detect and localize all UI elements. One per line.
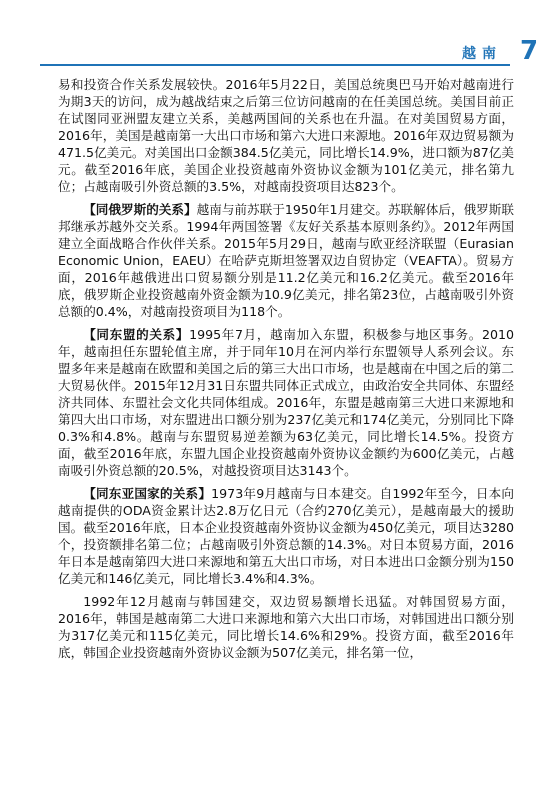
paragraph-text: 易和投资合作关系发展较快。2016年5月22日，美国总统奥巴马开始对越南进行为期3天的访问，成为越战结束之后第三位访问越南的在任美国总统。美国目前正在试图同亚洲盟友建立关系，美越两国间的关系也在升温。在对美国贸易方面，2016年，美国是越南第一大出口市场和第六大进口来源地。2016年双边贸易额为471.5亿美元。对美国出口金额384.5亿美元，同比增长14.9%，进口额为87亿美元。截至2016年底，美国企业投资越南外资协议金额为101亿美元，排名第九位；占越南吸引外资总额的3.5%，对越南投资项目达823个。 [58,77,514,194]
paragraph-korea-relations [58,593,514,661]
header-rule [40,64,510,66]
paragraph-text: 1995年7月，越南加入东盟，积极参与地区事务。2010年，越南担任东盟轮值主席，并于同年10月在河内举行东盟领导人系列会议。东盟多年来是越南在欧盟和美国之后的第三大出口市场，也是越南在中国之后的第二大贸易伙伴。2015年12月31日东盟共同体正式成立，由政治安全共同体、东盟经济共同体、东盟社会文化共同体组成。2016年，东盟是越南第三大进口来源地和第四大出口市场，对东盟进出口额分别为237亿美元和174亿美元，分别同比下降0.3%和4.8%。越南与东盟贸易逆差额为63亿美元，同比增长14.5%。投资方面，截至2016年底，东盟九国企业投资越南外资协议金额约为600亿美元，占越南吸引外资总额的20.5%，对越投资项目达3143个。 [58,327,514,478]
page-header [0,0,559,70]
paragraph-asean-relations [58,326,514,479]
paragraph-text: 1992年12月越南与韩国建交，双边贸易额增长迅猛。对韩国贸易方面，2016年，韩国是越南第二大进口来源地和第六大出口市场，对韩国进出口额分别为317亿美元和115亿美元，同比增长14.6%和29%。投资方面，截至2016年底，韩国企业投资越南外资协议金额为507亿美元，排名第一位， [58,594,514,660]
page-number: 7 [519,36,539,66]
paragraph-russia-relations [58,201,514,320]
paragraph-text: 1973年9月越南与日本建交。自1992年至今，日本向越南提供的ODA资金累计达2.8万亿日元（合约270亿美元），是越南最大的援助国。截至2016年底，日本企业投资越南外资协议金额为450亿美元，项目达3280个，投资额排名第二位；占越南吸引外资总额的14.3%。对日本贸易方面，2016年日本是越南第四大进口来源地和第五大出口市场，对日本进出口金额分别为150亿美元和146亿美元，同比增长3.4%和4.3%。 [58,486,514,586]
paragraph-text: 越南与前苏联于1950年1月建交。苏联解体后，俄罗斯联邦继承苏越外交关系。1994年两国签署《友好关系基本原则条约》。2012年两国建立全面战略合作伙伴关系。2015年5月29日，越南与欧亚经济联盟（Eurasian Economic Union，EAEU）在哈萨克斯坦签署双边自贸协定（VEAFTA）。贸易方面，2016年越俄进出口贸易额分别是11.2亿美元和16.2亿美元。截至2016年底，俄罗斯企业投资越南外资金额为10.9亿美元，排名第23位，占越南吸引外资总额的0.4%，对越南投资项目为118个。 [58,202,514,319]
paragraph-east-asia-relations [58,485,514,587]
paragraph-heading: 【同东亚国家的关系】 [83,486,212,501]
paragraph-usa-relations [58,76,514,195]
section-title: 越南 [462,46,502,62]
paragraph-heading: 【同俄罗斯的关系】 [83,202,197,217]
body-text [58,76,514,667]
paragraph-heading: 【同东盟的关系】 [83,327,190,342]
